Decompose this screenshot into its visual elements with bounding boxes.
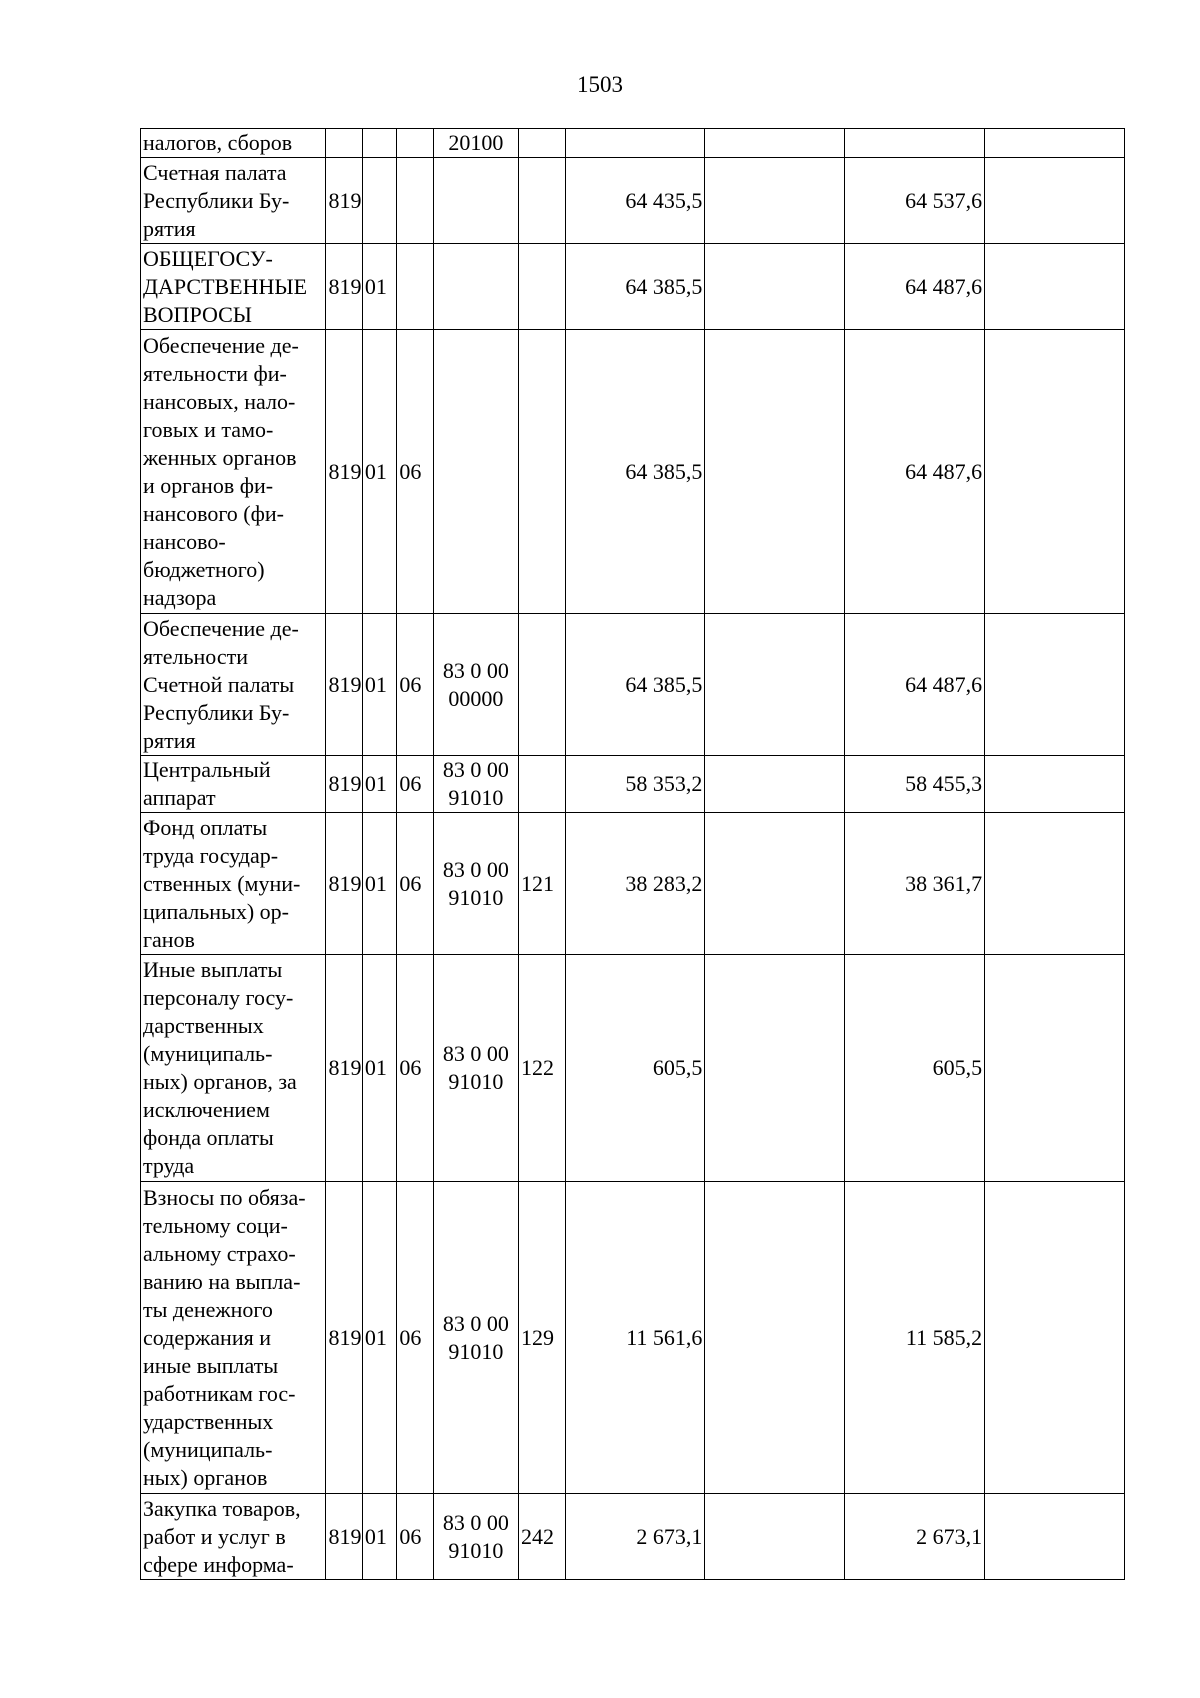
row-name	[141, 330, 326, 614]
empty-cell	[705, 244, 845, 330]
table-row	[141, 330, 1125, 614]
expense-type	[518, 756, 565, 813]
section-code: 01	[362, 244, 396, 330]
table-row	[141, 813, 1125, 955]
row-name-line: Республики Бу-	[143, 699, 290, 725]
table-body	[141, 129, 1125, 1580]
section-code: 01	[362, 756, 396, 813]
subsection-code: 06	[397, 1182, 433, 1494]
amount-year1: 64 385,5	[565, 244, 705, 330]
target-article-line: 83 0 00	[442, 856, 509, 882]
expense-type	[518, 614, 565, 756]
expense-type: 242	[518, 1494, 565, 1580]
expense-type: 129	[518, 1182, 565, 1494]
row-name-line: Республики Бу-	[143, 187, 290, 213]
amount-year1: 2 673,1	[565, 1494, 705, 1580]
row-name-line: ятельности	[143, 643, 248, 669]
row-name	[141, 955, 326, 1182]
row-name-line: Взносы по обяза-	[143, 1184, 306, 1210]
budget-table	[140, 128, 1125, 1580]
table-row	[141, 129, 1125, 158]
page-number: 1503	[577, 72, 623, 97]
target-article	[433, 244, 518, 330]
subsection-code: 06	[397, 955, 433, 1182]
target-article	[433, 158, 518, 244]
table-row	[141, 1494, 1125, 1580]
row-name-line: Обеспечение де-	[143, 615, 299, 641]
subsection-code	[397, 244, 433, 330]
row-name-line: ты денежного	[143, 1296, 273, 1322]
empty-cell	[705, 756, 845, 813]
admin-code: 819	[326, 1182, 362, 1494]
row-name	[141, 158, 326, 244]
amount-year1: 38 283,2	[565, 813, 705, 955]
admin-code: 819	[326, 955, 362, 1182]
target-article	[433, 1182, 518, 1494]
row-name-line: работ и услуг в	[143, 1523, 286, 1549]
target-article-line: 20100	[448, 130, 504, 155]
row-name-line: исключением	[143, 1097, 270, 1122]
target-article-line: 91010	[448, 884, 504, 910]
row-name-line: (муниципаль-	[143, 1436, 273, 1462]
section-code	[362, 129, 396, 158]
amount-year2	[845, 129, 985, 158]
subsection-code: 06	[397, 756, 433, 813]
row-name-line: и органов фи-	[143, 472, 274, 498]
target-article	[433, 129, 518, 158]
subsection-code: 06	[397, 614, 433, 756]
empty-cell	[985, 129, 1125, 158]
target-article	[433, 955, 518, 1182]
row-name-line: бюджетного)	[143, 556, 265, 582]
subsection-code	[397, 158, 433, 244]
row-name-line: Фонд оплаты	[143, 814, 268, 840]
subsection-code: 06	[397, 330, 433, 614]
expense-type	[518, 244, 565, 330]
target-article	[433, 1494, 518, 1580]
section-code: 01	[362, 813, 396, 955]
empty-cell	[985, 955, 1125, 1182]
empty-cell	[705, 614, 845, 756]
row-name-line: ганов	[143, 926, 195, 952]
row-name	[141, 244, 326, 330]
amount-year2: 38 361,7	[845, 813, 985, 955]
empty-cell	[985, 1494, 1125, 1580]
expense-type: 121	[518, 813, 565, 955]
row-name-line: (муниципаль-	[143, 1041, 273, 1066]
amount-year1: 64 435,5	[565, 158, 705, 244]
table-row	[141, 614, 1125, 756]
empty-cell	[985, 813, 1125, 955]
row-name-line: Центральный	[143, 757, 271, 782]
admin-code: 819	[326, 614, 362, 756]
row-name-line: труда	[143, 1153, 195, 1178]
target-article-line: 83 0 00	[442, 1310, 509, 1336]
target-article-line: 91010	[448, 1338, 504, 1364]
empty-cell	[985, 614, 1125, 756]
row-name-line: говых и тамо-	[143, 416, 274, 442]
empty-cell	[705, 813, 845, 955]
target-article-line: 83 0 00	[442, 757, 509, 782]
row-name-line: рятия	[143, 727, 196, 753]
amount-year1: 58 353,2	[565, 756, 705, 813]
row-name-line: ВОПРОСЫ	[143, 301, 252, 327]
empty-cell	[985, 756, 1125, 813]
row-name-line: ственных (муни-	[143, 870, 301, 896]
row-name-line: Счетная палата	[143, 159, 287, 185]
subsection-code: 06	[397, 1494, 433, 1580]
target-article-line: 83 0 00	[442, 1509, 509, 1535]
amount-year1: 605,5	[565, 955, 705, 1182]
amount-year2: 64 487,6	[845, 330, 985, 614]
row-name-line: труда государ-	[143, 842, 279, 868]
table-row	[141, 244, 1125, 330]
target-article-line: 83 0 00	[442, 657, 509, 683]
amount-year1: 64 385,5	[565, 614, 705, 756]
row-name-line: ванию на выпла-	[143, 1268, 301, 1294]
row-name-line: надзора	[143, 584, 217, 610]
target-article-line: 00000	[448, 685, 504, 711]
section-code: 01	[362, 1182, 396, 1494]
table-row	[141, 1182, 1125, 1494]
row-name-line: аппарат	[143, 785, 216, 810]
row-name-line: сфере информа-	[143, 1551, 294, 1577]
row-name-line: нансовых, нало-	[143, 388, 296, 414]
amount-year2: 64 537,6	[845, 158, 985, 244]
target-article-line: 91010	[448, 785, 504, 810]
expense-type: 122	[518, 955, 565, 1182]
row-name-line: ОБЩЕГОСУ-	[143, 245, 273, 271]
target-article-line: 91010	[448, 1069, 504, 1094]
empty-cell	[985, 244, 1125, 330]
target-article	[433, 813, 518, 955]
empty-cell	[705, 158, 845, 244]
row-name	[141, 614, 326, 756]
row-name-line: персоналу госу-	[143, 985, 294, 1010]
row-name-line: содержания и	[143, 1324, 271, 1350]
row-name	[141, 813, 326, 955]
amount-year2: 64 487,6	[845, 614, 985, 756]
empty-cell	[705, 955, 845, 1182]
row-name-line: ных) органов	[143, 1464, 268, 1490]
row-name-line: Обеспечение де-	[143, 332, 299, 358]
section-code: 01	[362, 1494, 396, 1580]
section-code	[362, 158, 396, 244]
row-name-line: Счетной палаты	[143, 671, 295, 697]
admin-code: 819	[326, 1494, 362, 1580]
expense-type	[518, 158, 565, 244]
admin-code: 819	[326, 330, 362, 614]
amount-year1	[565, 129, 705, 158]
row-name	[141, 129, 326, 158]
target-article-line: 83 0 00	[442, 1041, 509, 1066]
row-name-line: Иные выплаты	[143, 957, 283, 982]
table-row	[141, 955, 1125, 1182]
row-name	[141, 1494, 326, 1580]
row-name-line: нансового (фи-	[143, 500, 284, 526]
empty-cell	[705, 330, 845, 614]
empty-cell	[705, 1494, 845, 1580]
amount-year2: 605,5	[845, 955, 985, 1182]
empty-cell	[985, 158, 1125, 244]
row-name-line: ципальных) ор-	[143, 898, 289, 924]
amount-year2: 58 455,3	[845, 756, 985, 813]
amount-year2: 2 673,1	[845, 1494, 985, 1580]
row-name-line: ударственных	[143, 1408, 274, 1434]
row-name-line: женных органов	[143, 444, 297, 470]
row-name-line: тельному соци-	[143, 1212, 288, 1238]
row-name-line: нансово-	[143, 528, 226, 554]
target-article	[433, 614, 518, 756]
admin-code: 819	[326, 158, 362, 244]
row-name-line: ДАРСТВЕННЫЕ	[143, 273, 308, 299]
row-name-line: иные выплаты	[143, 1352, 279, 1378]
section-code: 01	[362, 330, 396, 614]
target-article	[433, 756, 518, 813]
row-name-line: налогов, сборов	[143, 130, 293, 155]
row-name-line: дарственных	[143, 1013, 264, 1038]
row-name-line: ных) органов, за	[143, 1069, 297, 1094]
row-name	[141, 756, 326, 813]
row-name-line: фонда оплаты	[143, 1125, 274, 1150]
amount-year1: 11 561,6	[565, 1182, 705, 1494]
target-article-line: 91010	[448, 1537, 504, 1563]
target-article	[433, 330, 518, 614]
expense-type	[518, 129, 565, 158]
admin-code	[326, 129, 362, 158]
amount-year2: 64 487,6	[845, 244, 985, 330]
table-row	[141, 756, 1125, 813]
admin-code: 819	[326, 813, 362, 955]
amount-year2: 11 585,2	[845, 1182, 985, 1494]
admin-code: 819	[326, 756, 362, 813]
table-row	[141, 158, 1125, 244]
section-code: 01	[362, 955, 396, 1182]
section-code: 01	[362, 614, 396, 756]
empty-cell	[985, 330, 1125, 614]
row-name-line: рятия	[143, 215, 196, 241]
row-name-line: альному страхо-	[143, 1240, 296, 1266]
empty-cell	[705, 1182, 845, 1494]
expense-type	[518, 330, 565, 614]
row-name	[141, 1182, 326, 1494]
row-name-line: работникам гос-	[143, 1380, 296, 1406]
empty-cell	[985, 1182, 1125, 1494]
row-name-line: Закупка товаров,	[143, 1495, 301, 1521]
admin-code: 819	[326, 244, 362, 330]
subsection-code	[397, 129, 433, 158]
empty-cell	[705, 129, 845, 158]
subsection-code: 06	[397, 813, 433, 955]
row-name-line: ятельности фи-	[143, 360, 287, 386]
amount-year1: 64 385,5	[565, 330, 705, 614]
